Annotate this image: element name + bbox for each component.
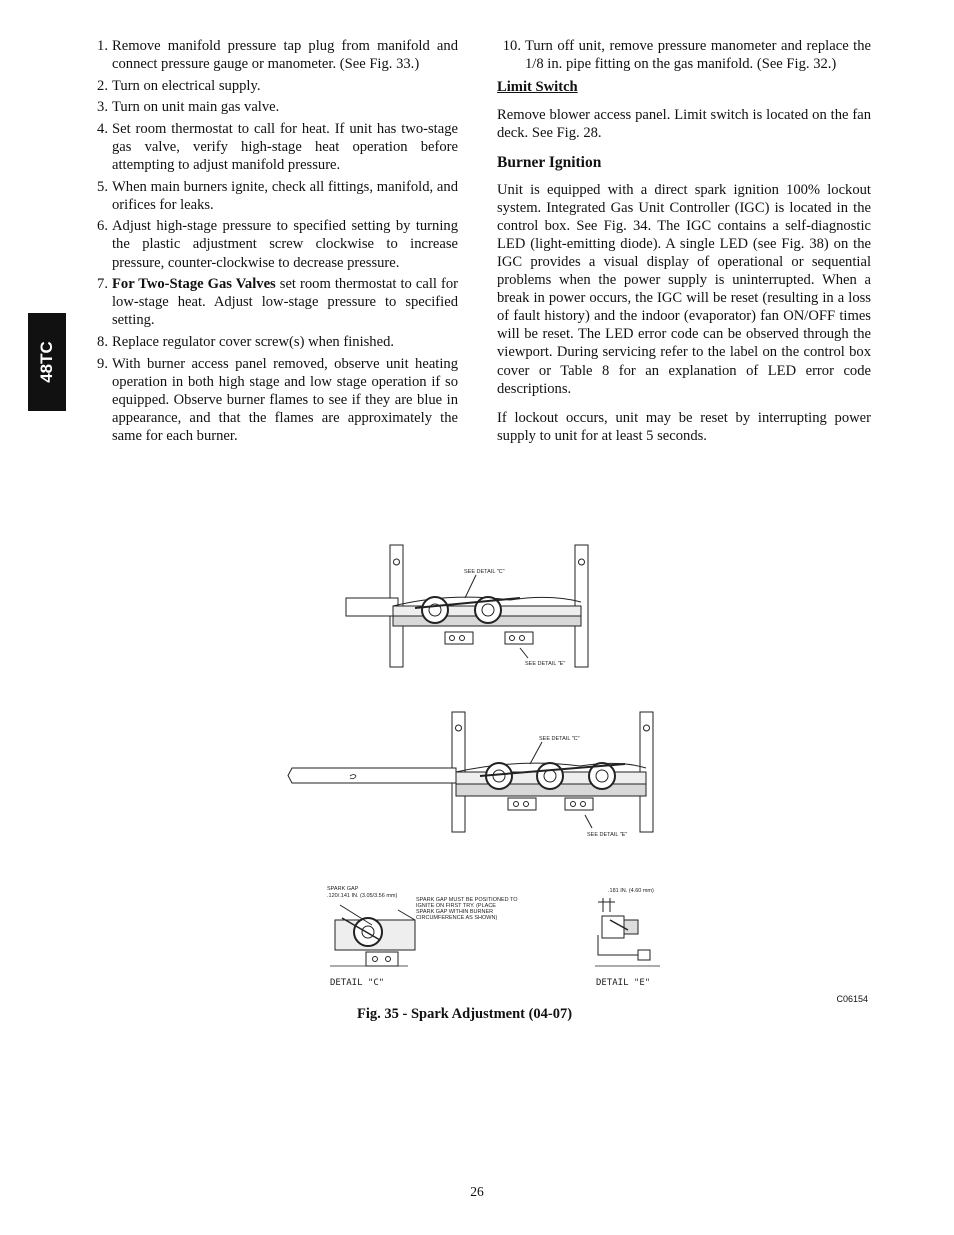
figure-code: C06154 — [836, 994, 868, 1004]
see-detail-e-label: SEE DETAIL "E" — [587, 832, 628, 838]
burner-ignition-paragraph: Unit is equipped with a direct spark ignition 100% lockout system. Integrated Gas Unit Controller (IGC) is located in the control box. See Fig. 34. The IGC contains a self-diagnostic LED (light-emitting diode). A single LED (see Fig. 38) on the IGC provides a visual display of operational or sequential problems when the power supply is uninterrupted. When a break in power occurs, the IGC will be reset (resulting in a loss of fault history) and the indoor (evaporator) fan ON/OFF times will be reset. The LED error code can be observed through the viewport. During servicing refer to the label on the control box cover or Table 8 for an explanation of LED error code descriptions. — [497, 181, 871, 397]
spark-adjustment-drawing — [280, 540, 680, 1000]
page-number: 26 — [470, 1184, 484, 1199]
spark-gap-title: SPARK GAP — [327, 886, 359, 892]
step-item: 2. Turn on electrical supply. — [97, 77, 261, 94]
two-burner-assembly — [346, 545, 588, 667]
step-item: 6. Adjust high-stage pressure to specified setting by turning the plastic adjustment screw clockwise to increase pressure, counter-clockwise to decrease pressure. — [97, 218, 458, 271]
three-burner-assembly — [288, 712, 653, 832]
step-item: 4. Set room thermostat to call for heat. If unit has two-stage gas valve, verify high-stage heat operation before attempting to adjust manifold pressure. — [97, 120, 458, 174]
spark-adjustment-figure — [280, 540, 680, 1000]
see-detail-c-label: SEE DETAIL "C" — [539, 736, 580, 742]
detail-c-label: DETAIL "C" — [330, 978, 385, 988]
detail-c-drawing — [335, 905, 415, 966]
spark-gap-note-line: SPARK GAP MUST BE POSITIONED TO — [416, 897, 518, 903]
section-tab-label: 48TC — [37, 341, 56, 383]
burner-ignition-heading: Burner Ignition — [497, 154, 602, 172]
see-detail-e-label: SEE DETAIL "E" — [525, 661, 566, 667]
left-column — [92, 37, 458, 448]
detail-e-dimension: .181 IN. (4.60 mm) — [608, 888, 654, 894]
step-item: 1. Remove manifold pressure tap plug from manifold and connect pressure gauge or manometer. (See Fig. 33.) — [97, 38, 458, 73]
step-item: 8. Replace regulator cover screw(s) when finished. — [97, 333, 395, 350]
step-item: 7. For Two-Stage Gas Valves set room thermostat to call for low-stage heat. Adjust low-stage pressure to specified setting. — [97, 276, 458, 329]
spark-gap-note-line: SPARK GAP WITHIN BURNER — [416, 909, 494, 915]
adjustment-steps — [92, 37, 458, 445]
adjustment-steps-continued — [497, 37, 871, 73]
see-detail-c-label: SEE DETAIL "C" — [464, 569, 505, 575]
step-item: 3. Turn on unit main gas valve. — [97, 99, 280, 116]
section-tab — [28, 313, 66, 411]
step-bold-lead: For Two-Stage Gas Valves — [112, 276, 276, 293]
limit-switch-heading: Limit Switch — [497, 79, 578, 96]
step-item: 9. With burner access panel removed, observe unit heating operation in both high stage and low stage operation if so equipped. Observe burner flames to see if they are blue in appearance, and that the flames are approximately the same for each burner. — [97, 355, 458, 444]
step-item: 10. Turn off unit, remove pressure manometer and replace the 1/8 in. pipe fitting on the gas manifold. (See Fig. 32.) — [502, 38, 871, 73]
spark-gap-value: .120/.141 IN. (3.05/3.56 mm) — [327, 893, 398, 899]
figure-caption: Fig. 35 - Spark Adjustment (04-07) — [357, 1006, 573, 1022]
detail-e-label: DETAIL "E" — [596, 978, 651, 988]
limit-switch-text: Remove blower access panel. Limit switch is located on the fan deck. See Fig. 28. — [497, 107, 871, 142]
detail-e-drawing — [598, 898, 650, 960]
right-column — [497, 37, 871, 456]
lockout-paragraph: If lockout occurs, unit may be reset by interrupting power supply to unit for at least 5 seconds. — [497, 409, 871, 444]
step-item: 5. When main burners ignite, check all fittings, manifold, and orifices for leaks. — [97, 178, 458, 213]
spark-gap-note-line: CIRCUMFERENCE AS SHOWN) — [416, 915, 498, 921]
spark-gap-note-line: IGNITE ON FIRST TRY. (PLACE — [416, 903, 496, 909]
